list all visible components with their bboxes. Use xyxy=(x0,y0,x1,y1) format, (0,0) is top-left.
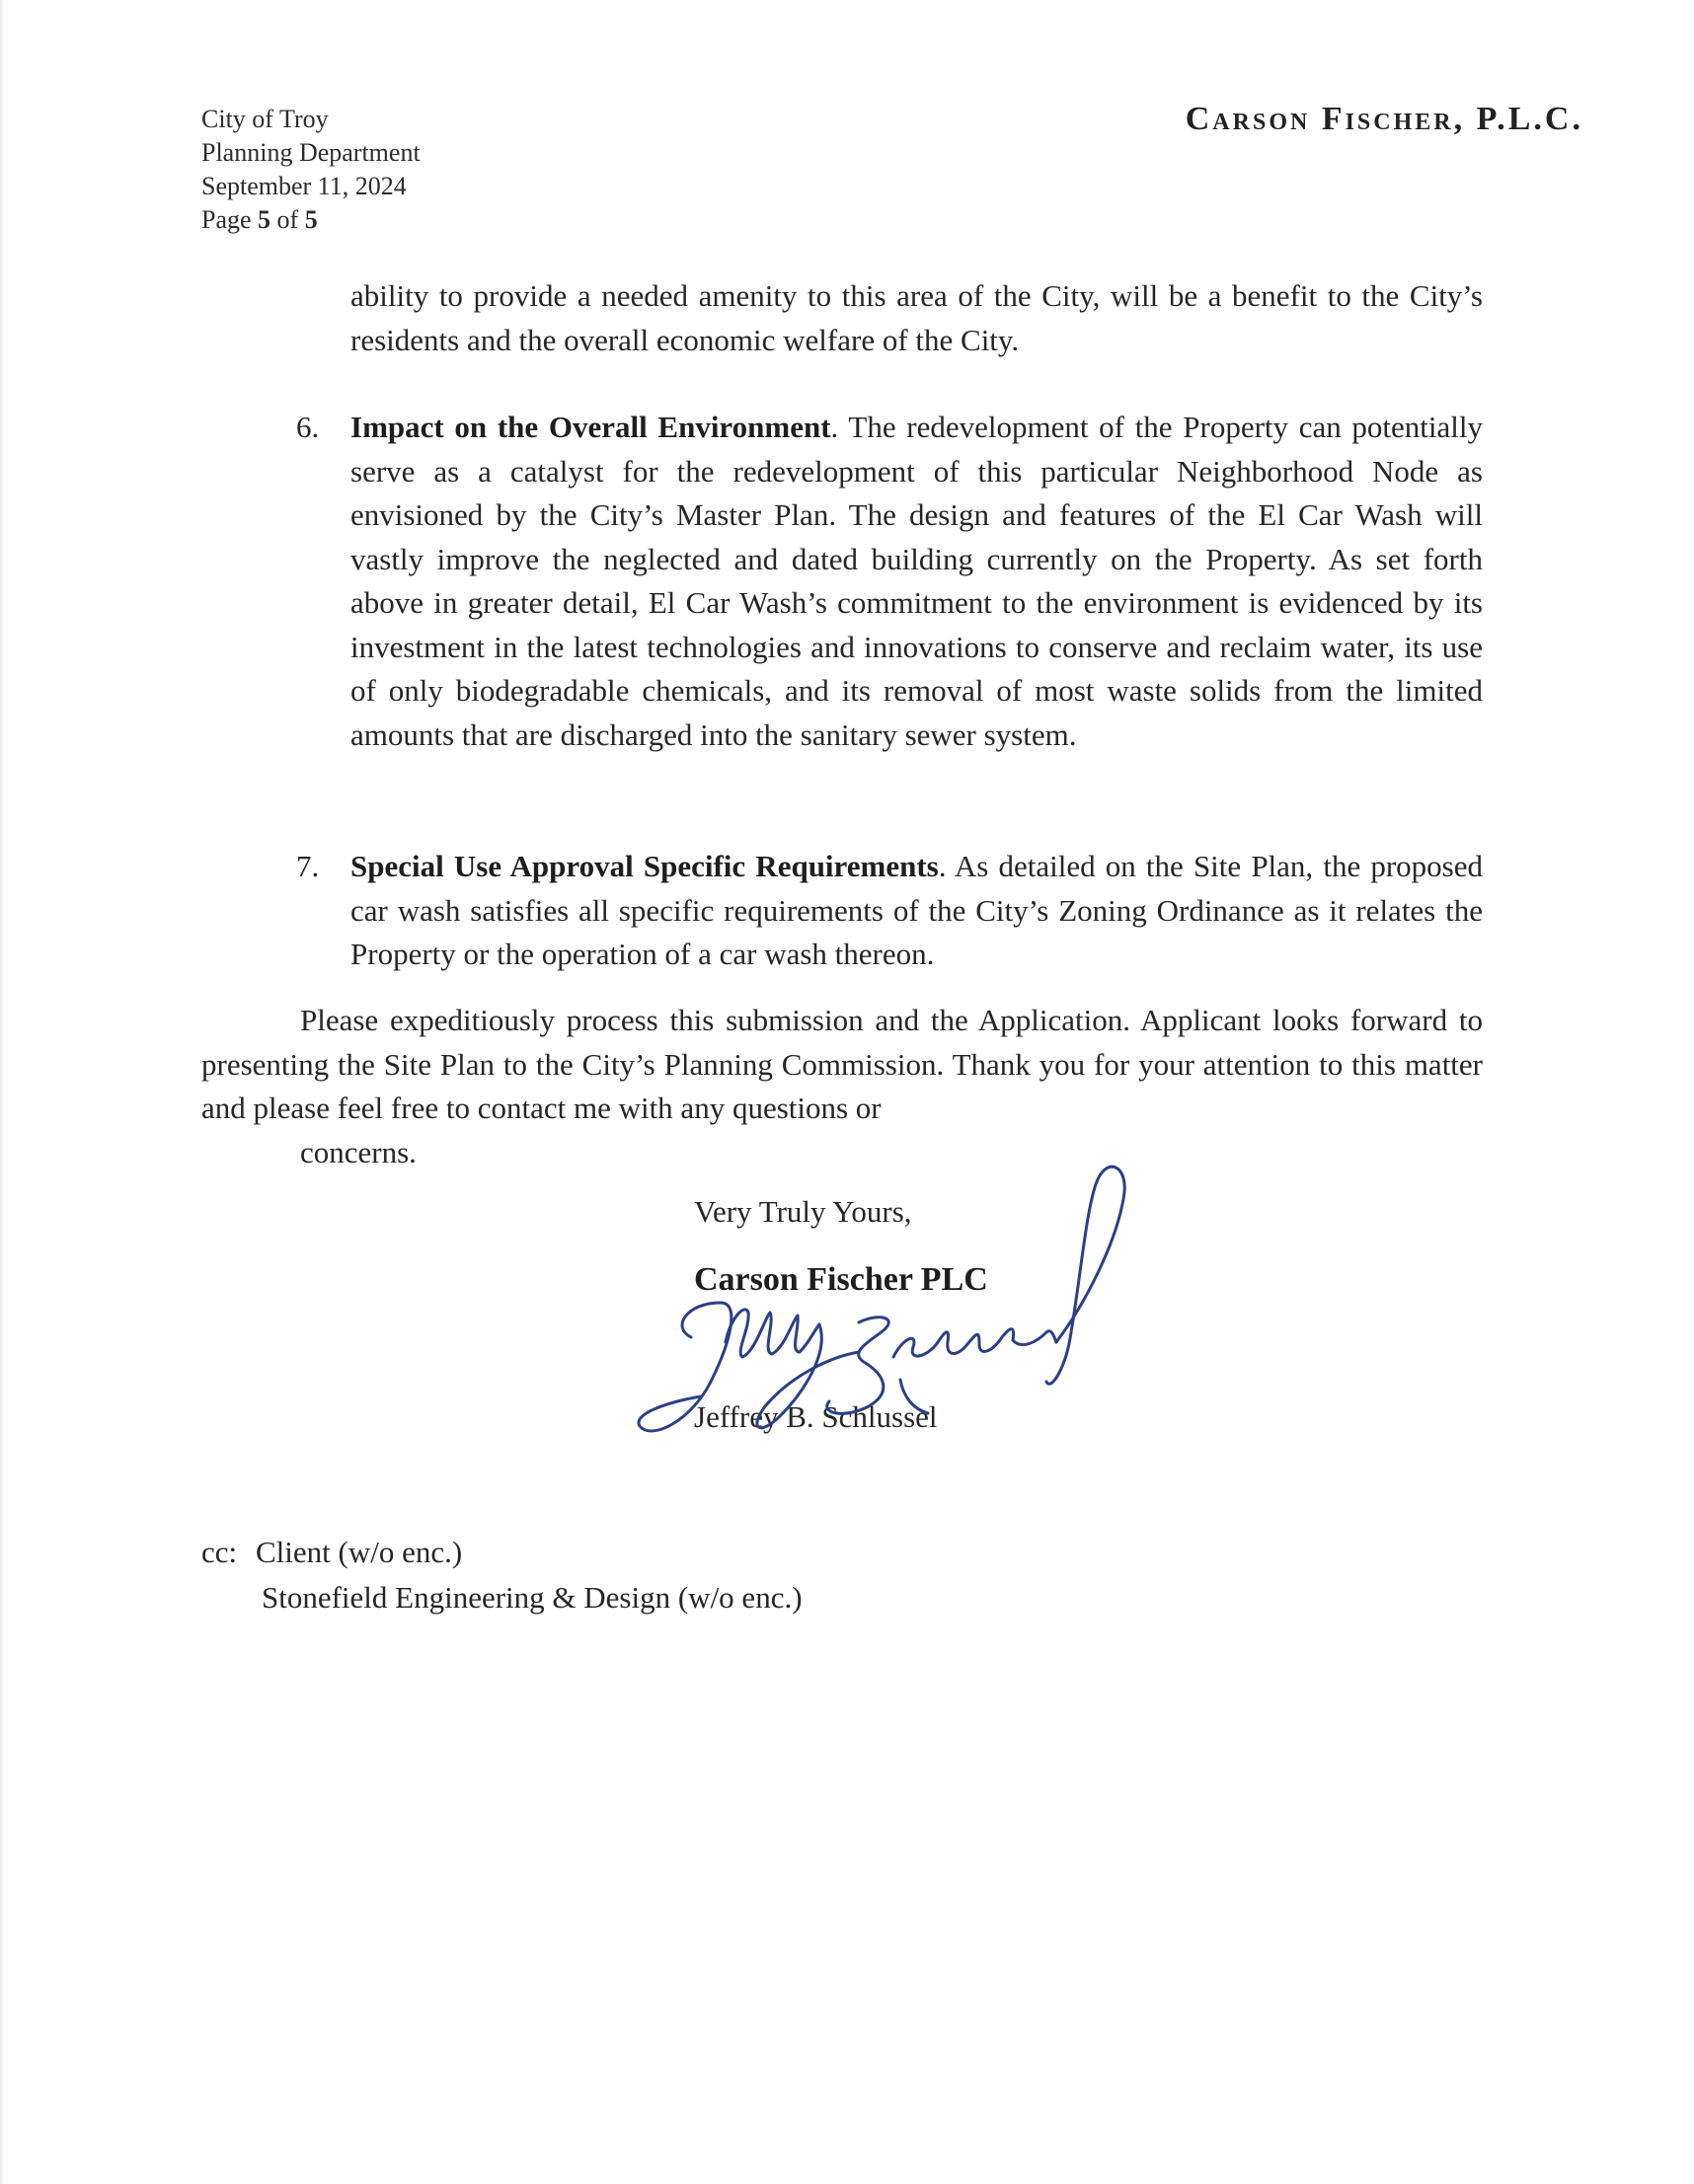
page-prefix: Page xyxy=(201,205,259,234)
valediction: Very Truly Yours, xyxy=(694,1194,912,1229)
item-body xyxy=(350,406,1483,757)
cc-block xyxy=(201,1530,803,1620)
cc-label: cc: xyxy=(201,1535,238,1569)
recipient-department: Planning Department xyxy=(201,138,421,167)
closing-text-last: concerns. xyxy=(300,1134,417,1169)
item-heading: Impact on the Overall Environment xyxy=(350,410,831,444)
item-number: 7. xyxy=(296,849,320,883)
handwritten-signature xyxy=(632,1155,1185,1461)
item-heading: Special Use Approval Specific Requirements xyxy=(350,849,939,883)
closing-paragraph xyxy=(201,999,1483,1174)
closing-text: Please expeditiously process this submission and the Application. Applicant looks forward to presenting the Site Plan to the City’s Planning Commission. Thank you for your attention to this matter and please feel free to contact me with any questions or xyxy=(201,1003,1483,1125)
recipient-city: City of Troy xyxy=(201,105,329,133)
page-total: 5 xyxy=(304,205,318,234)
scan-edge-shadow xyxy=(0,0,4,2184)
page-of: of xyxy=(270,205,305,234)
cc-recipient: Client (w/o enc.) xyxy=(256,1535,463,1569)
cc-line xyxy=(201,1575,803,1620)
cc-line xyxy=(201,1530,803,1575)
item-body xyxy=(350,845,1483,977)
signature-strokes xyxy=(639,1167,1124,1431)
continuation-paragraph: ability to provide a needed amenity to this area of the City, will be a benefit to the City’s residents and the overall economic welfare of the City. xyxy=(350,278,1483,357)
item-number: 6. xyxy=(296,410,320,444)
cc-recipient: Stonefield Engineering & Design (w/o enc.) xyxy=(262,1580,803,1615)
signature-firm-name: Carson Fischer PLC xyxy=(694,1261,988,1298)
letter-date: September 11, 2024 xyxy=(201,172,407,200)
page-number xyxy=(201,203,421,237)
item-text: . As detailed on the Site Plan, the proposed car wash satisfies all specific requirements of the City’s Zoning Ordinance as it relates the Property or the operation of a car wash thereon. xyxy=(350,849,1483,971)
signer-name: Jeffrey B. Schlussel xyxy=(694,1399,938,1434)
page-header xyxy=(201,103,421,237)
firm-letterhead: Carson Fischer, P.L.C. xyxy=(1185,101,1583,137)
item-text: . The redevelopment of the Property can potentially serve as a catalyst for the redevelopment of this particular Neighborhood Node as envisioned by the City’s Master Plan. The design and features of the El Car Wash will vastly improve the neglected and dated building currently on the Property. As set forth above in greater detail, El Car Wash’s commitment to the environment is evidenced by its investment in the latest technologies and innovations to conserve and reclaim water, its use of only biodegradable chemicals, and its removal of most waste solids from the limited amounts that are discharged into the sanitary sewer system. xyxy=(350,410,1483,752)
page-current: 5 xyxy=(258,205,271,234)
